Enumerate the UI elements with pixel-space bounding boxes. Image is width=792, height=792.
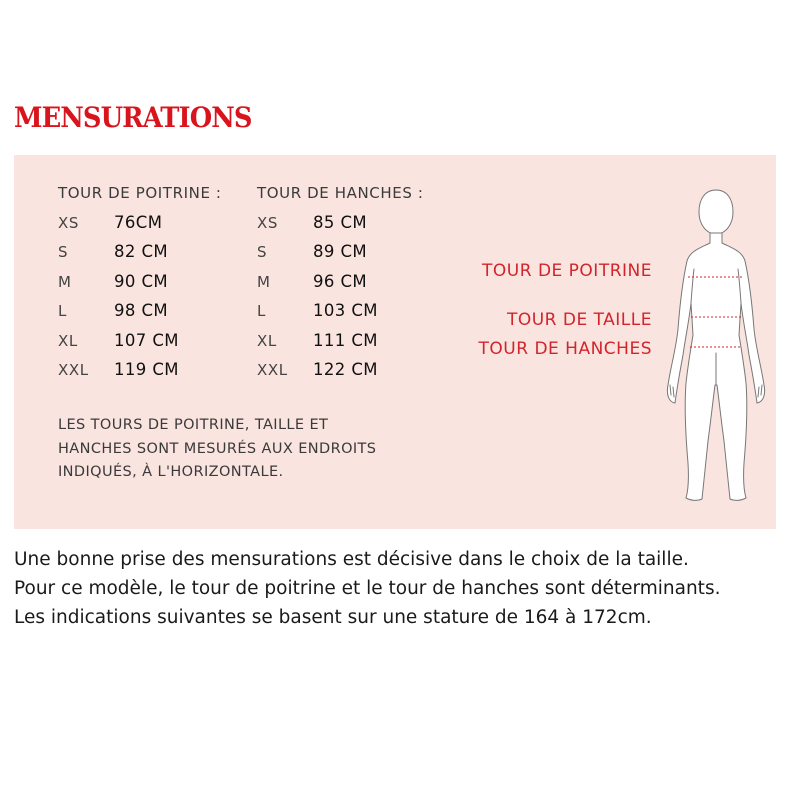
description-line: Une bonne prise des mensurations est décisive dans le choix de la taille. bbox=[14, 549, 689, 570]
size-label: L bbox=[257, 302, 266, 321]
size-value: 89 CM bbox=[313, 242, 367, 262]
page-title: MENSURATIONS bbox=[14, 101, 252, 134]
size-label: M bbox=[257, 272, 271, 291]
size-value: 85 CM bbox=[313, 213, 367, 232]
table-row bbox=[257, 296, 423, 325]
body-silhouette bbox=[664, 185, 774, 505]
chest-measure-label: TOUR DE POITRINE bbox=[482, 261, 652, 281]
chest-size-table bbox=[58, 182, 222, 384]
size-value: 119 CM bbox=[114, 359, 179, 379]
body-silhouette-icon bbox=[664, 185, 774, 505]
size-value: 96 CM bbox=[313, 271, 367, 291]
measurement-note bbox=[58, 414, 376, 485]
table-row bbox=[257, 326, 423, 355]
sizing-description bbox=[14, 545, 720, 632]
size-value: 98 CM bbox=[114, 301, 168, 321]
size-value: 107 CM bbox=[114, 330, 179, 350]
size-label: XS bbox=[58, 214, 79, 232]
size-label: XL bbox=[58, 331, 78, 350]
note-line: INDIQUÉS, À L'HORIZONTALE. bbox=[58, 464, 284, 480]
table-row bbox=[257, 267, 423, 296]
description-line: Les indications suivantes se basent sur une stature de 164 à 172cm. bbox=[14, 607, 652, 628]
hips-table-header: TOUR DE HANCHES : bbox=[257, 184, 424, 202]
note-line: HANCHES SONT MESURÉS AUX ENDROITS bbox=[58, 440, 377, 457]
size-value: 82 CM bbox=[114, 242, 168, 262]
table-row bbox=[58, 326, 222, 355]
measurements-panel bbox=[14, 155, 776, 529]
description-line: Pour ce modèle, le tour de poitrine et le tour de hanches sont déterminants. bbox=[14, 578, 721, 599]
table-row bbox=[58, 296, 222, 325]
hips-measure-label: TOUR DE HANCHES bbox=[478, 339, 652, 359]
size-label: XXL bbox=[58, 360, 89, 379]
size-label: XS bbox=[257, 214, 278, 232]
size-value: 90 CM bbox=[114, 271, 168, 291]
size-value: 111 CM bbox=[313, 330, 378, 350]
size-label: S bbox=[58, 243, 69, 262]
hips-size-table bbox=[257, 182, 423, 384]
table-row bbox=[257, 237, 423, 266]
note-line: LES TOURS DE POITRINE, TAILLE ET bbox=[58, 417, 329, 433]
size-label: S bbox=[257, 243, 268, 262]
size-value: 103 CM bbox=[313, 301, 378, 321]
size-label: L bbox=[58, 302, 67, 321]
chest-table-header: TOUR DE POITRINE : bbox=[58, 184, 222, 202]
table-row bbox=[58, 355, 222, 384]
table-row bbox=[58, 267, 222, 296]
table-row bbox=[257, 208, 423, 237]
size-label: M bbox=[58, 272, 72, 291]
size-label: XXL bbox=[257, 360, 288, 379]
size-value: 76CM bbox=[114, 213, 163, 232]
table-row bbox=[58, 237, 222, 266]
size-label: XL bbox=[257, 331, 277, 350]
size-value: 122 CM bbox=[313, 359, 378, 379]
table-row bbox=[58, 208, 222, 237]
waist-measure-label: TOUR DE TAILLE bbox=[506, 310, 652, 330]
table-row bbox=[257, 355, 423, 384]
